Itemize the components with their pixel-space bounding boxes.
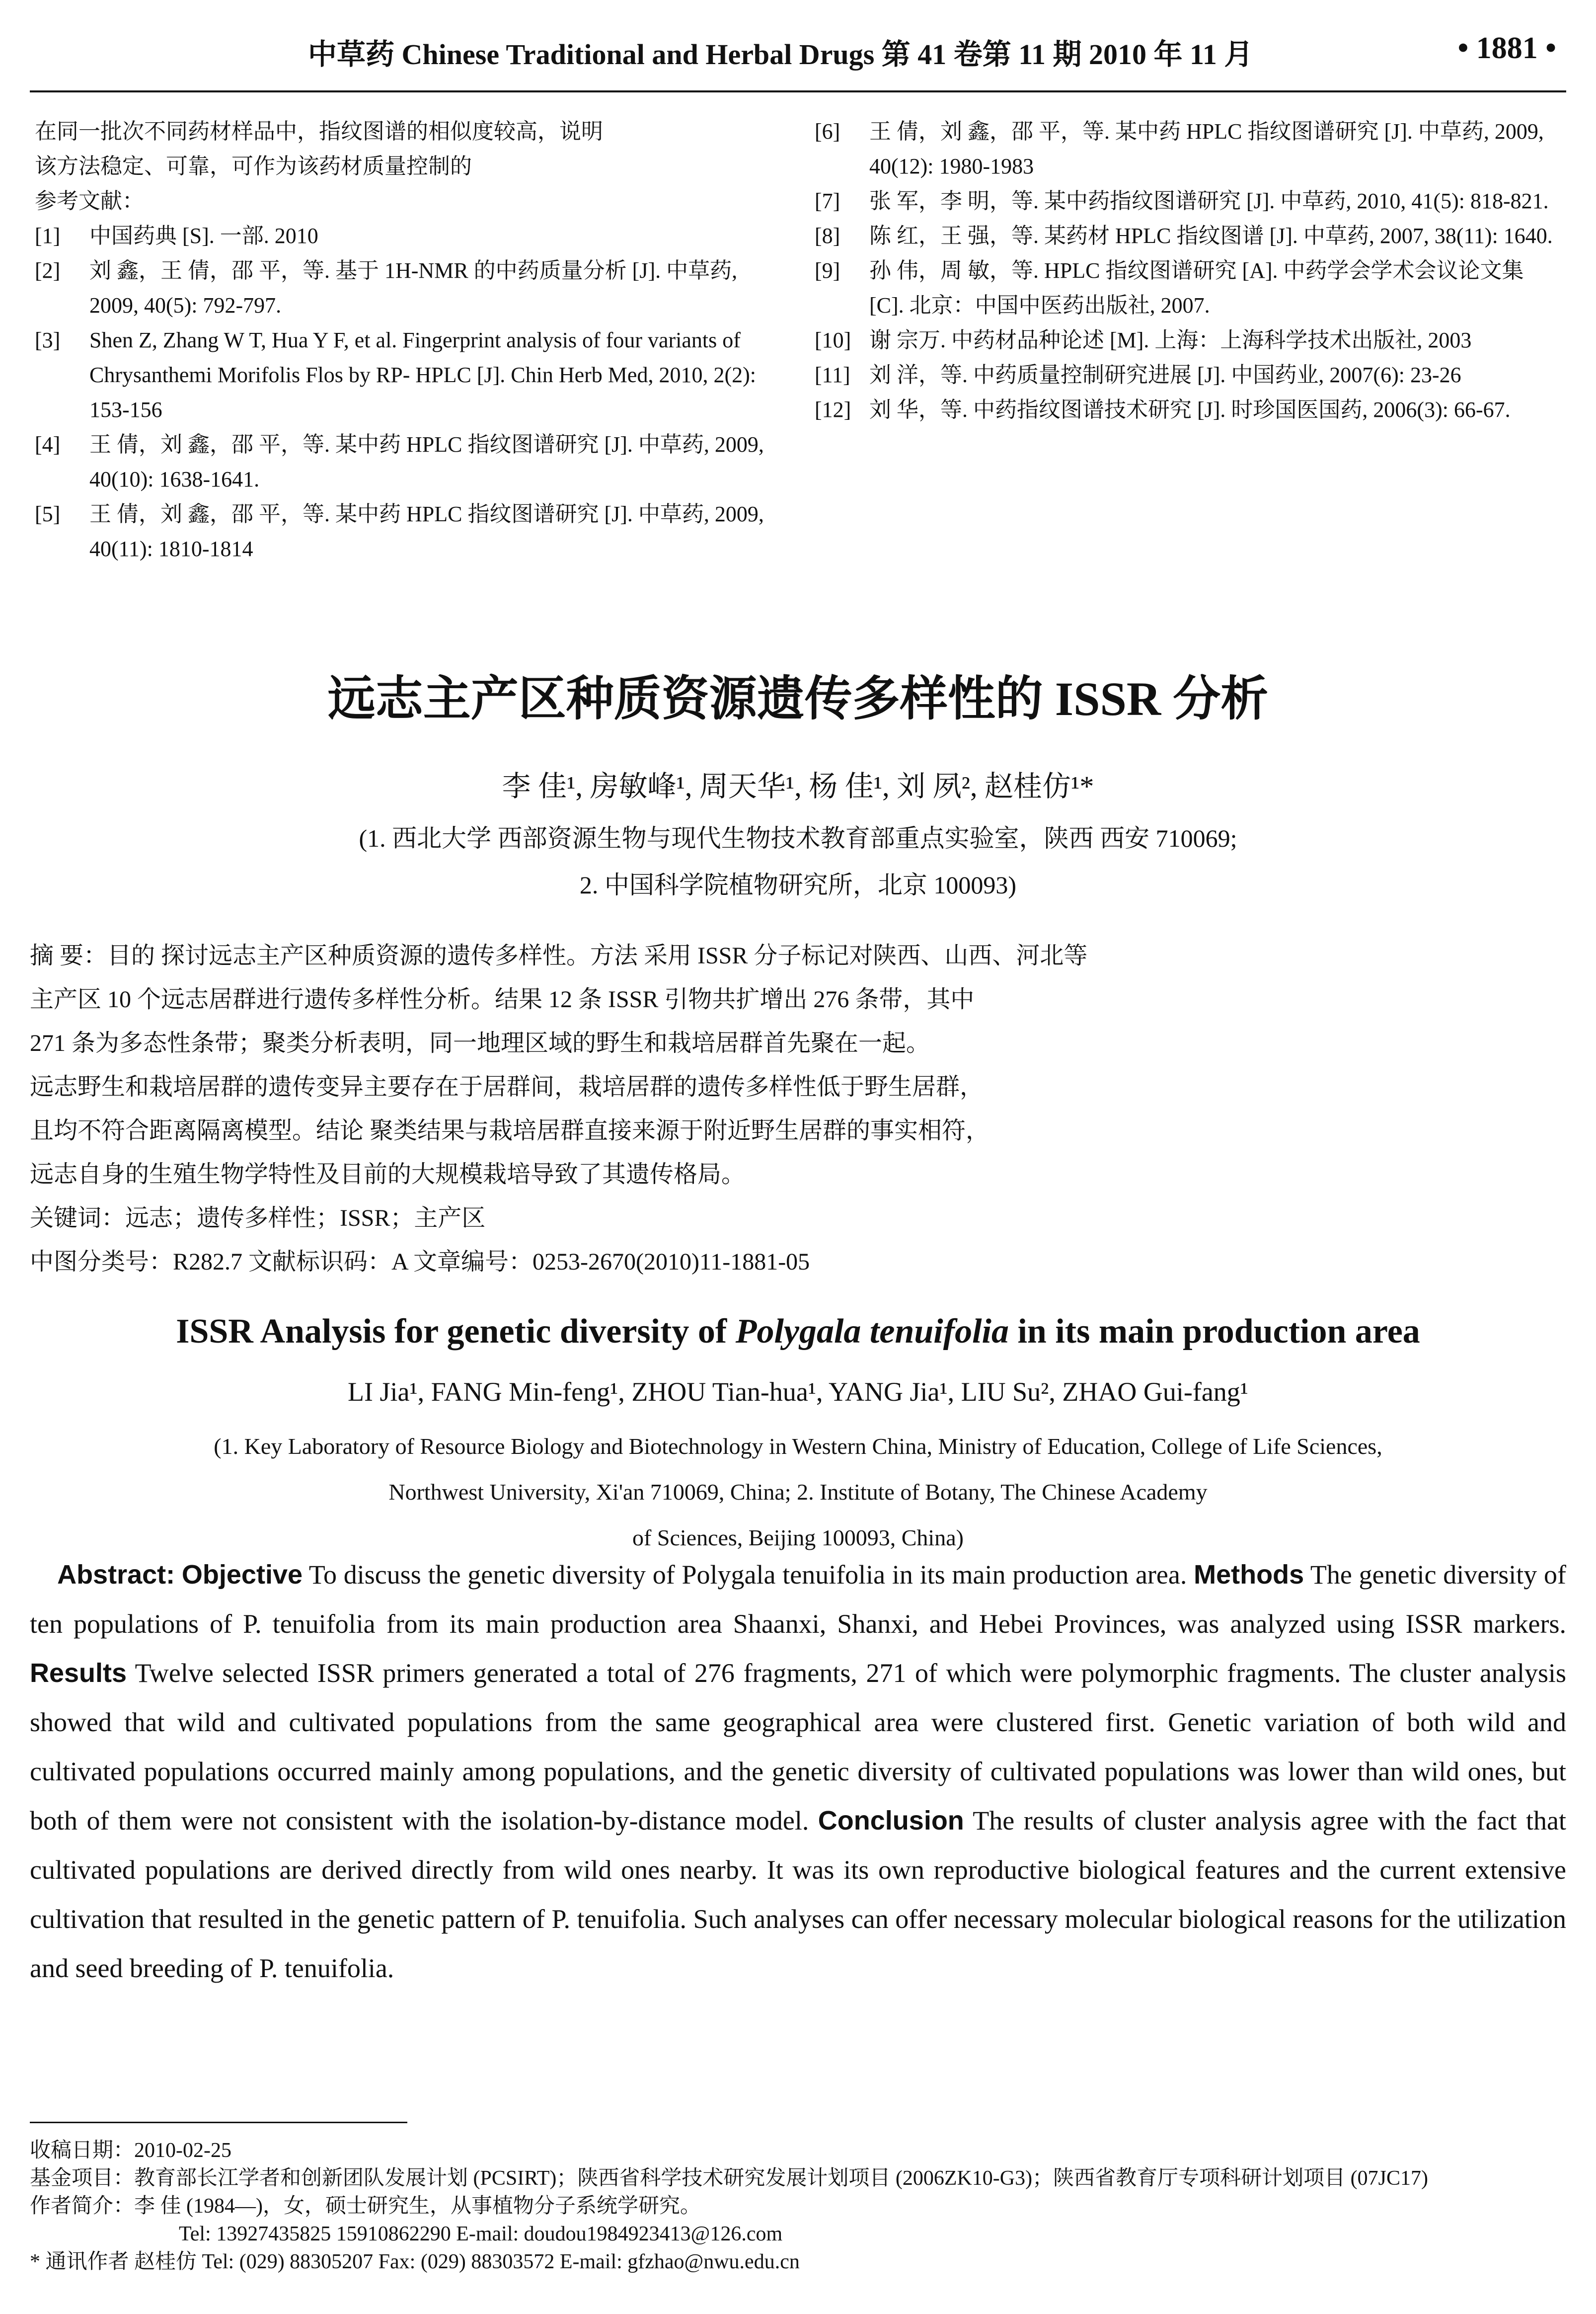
classification-cn: 中图分类号：R282.7 文献标识码：A 文章编号：0253-2670(2010)11-1881-05 xyxy=(30,1249,810,1275)
affiliation-en xyxy=(30,1424,1566,1561)
reference-number: [5] xyxy=(35,502,61,526)
reference-number: [9] xyxy=(815,258,840,283)
objective-label: Objective xyxy=(181,1560,303,1590)
reference-text: 刘 鑫，王 倩，邵 平，等. 基于 1H-NMR 的中药质量分析 [J]. 中草药, 2009, 40(5): 792-797. xyxy=(89,258,738,318)
reference-number: [8] xyxy=(815,224,840,248)
page-number: • 1881 • xyxy=(1457,31,1556,65)
reference-item xyxy=(815,393,1560,427)
results-label: Results xyxy=(30,1658,127,1688)
right-column xyxy=(815,114,1560,427)
results-text: Twelve selected ISSR primers generated a total of 276 fragments, 271 of which were polymorphic fragments. The cluster analysis showed that wild and cultivated populations from the same geographical area were clustered first. Genetic variation of both wild and cultivated populations occurred mainly among populations, and the genetic diversity of cultivated populations was lower than wild ones, but both of them were not consistent with the isolation-by-distance model. xyxy=(30,1658,1566,1835)
reference-number: [11] xyxy=(815,363,850,387)
reference-text: 孙 伟，周 敏，等. HPLC 指纹图谱研究 [A]. 中药学会学术会议论文集 [C]. 北京：中国中医药出版社, 2007. xyxy=(869,258,1524,318)
reference-number: [3] xyxy=(35,328,61,352)
methods-text: The genetic diversity of ten populations of P. tenuifolia from its main production area Shaanxi, Shanxi, and Hebei Provinces, was analyzed using ISSR markers. xyxy=(30,1560,1567,1639)
reference-item xyxy=(35,497,770,566)
title-en-part: in its main production area xyxy=(1008,1312,1420,1351)
running-header xyxy=(30,31,1566,92)
affiliation-en-line: (1. Key Laboratory of Resource Biology and Biotechnology in Western China, Ministry of Education, College of Life Sciences, xyxy=(214,1434,1382,1459)
reference-text: 谢 宗万. 中药材品种论述 [M]. 上海：上海科学技术出版社, 2003 xyxy=(869,328,1472,352)
reference-number: [4] xyxy=(35,432,61,457)
authors-en: LI Jia¹, FANG Min-feng¹, ZHOU Tian-hua¹, YANG Jia¹, LIU Su², ZHAO Gui-fang¹ xyxy=(348,1377,1248,1407)
affiliation-cn xyxy=(0,815,1596,908)
reference-item xyxy=(815,323,1560,358)
reference-text: 刘 洋，等. 中药质量控制研究进展 [J]. 中国药业, 2007(6): 23-26 xyxy=(869,363,1461,387)
abstract-cn-line: 摘 要：目的 探讨远志主产区种质资源的遗传多样性。方法 采用 ISSR 分子标记对陕西、山西、河北等 xyxy=(30,943,1088,969)
reference-text: Shen Z, Zhang W T, Hua Y F, et al. Fingerprint analysis of four variants of Chrysanthemi Morifolis Flos by RP- HPLC [J]. Chin Herb Med, 2010, 2(2): 153-156 xyxy=(89,328,756,422)
reference-item xyxy=(815,253,1560,323)
reference-number: [7] xyxy=(815,189,840,213)
reference-item xyxy=(815,114,1560,184)
article-title-en xyxy=(0,1312,1596,1352)
reference-text: 张 军，李 明，等. 某中药指纹图谱研究 [J]. 中草药, 2010, 41(5): 818-821. xyxy=(869,189,1549,213)
reference-item xyxy=(815,219,1560,253)
reference-number: [1] xyxy=(35,224,61,248)
conclusion-text: The results of cluster analysis agree with the fact that cultivated populations are derived directly from wild ones nearby. It was its own reproductive biological features and the current extensive cultivation that resulted in the genetic pattern of P. tenuifolia. Such analyses can offer necessary molecular biological reasons for the utilization and seed breeding of P. tenuifolia. xyxy=(30,1806,1567,1983)
reference-number: [10] xyxy=(815,328,851,352)
affiliation-en-line: of Sciences, Beijing 100093, China) xyxy=(632,1525,964,1550)
objective-text: To discuss the genetic diversity of Polygala tenuifolia in its main production area. xyxy=(303,1560,1187,1590)
abstract-cn-line: 远志野生和栽培居群的遗传变异主要存在于居群间，栽培居群的遗传多样性低于野生居群， xyxy=(30,1074,984,1100)
reference-item xyxy=(35,219,770,253)
footnote-line: 基金项目：教育部长江学者和创新团队发展计划 (PCSIRT)；陕西省科学技术研究发展计划项目 (2006ZK10-G3)；陕西省教育厅专项科研计划项目 (07JC17) xyxy=(30,2167,1428,2190)
abstract-cn xyxy=(30,934,1566,1284)
abstract-cn-line: 且均不符合距离隔离模型。结论 聚类结果与栽培居群直接来源于附近野生居群的事实相符， xyxy=(30,1117,990,1144)
reference-item xyxy=(815,358,1560,393)
reference-item xyxy=(35,253,770,323)
reference-item xyxy=(35,323,770,427)
footnote-line: * 通讯作者 赵桂仿 Tel: (029) 88305207 Fax: (029) 88303572 E-mail: gfzhao@nwu.edu.cn xyxy=(30,2250,800,2273)
affiliation-en-line: Northwest University, Xi'an 710069, China; 2. Institute of Botany, The Chinese Academy xyxy=(388,1479,1208,1505)
reference-item xyxy=(815,184,1560,219)
reference-number: [12] xyxy=(815,398,851,422)
intro-line: 在同一批次不同药材样品中，指纹图谱的相似度较高，说明 xyxy=(35,119,603,144)
affiliation-cn-line: (1. 西北大学 西部资源生物与现代生物技术教育部重点实验室，陕西 西安 710069; xyxy=(359,824,1237,852)
reference-text: 中国药典 [S]. 一部. 2010 xyxy=(89,224,318,248)
reference-text: 刘 华，等. 中药指纹图谱技术研究 [J]. 时珍国医国药, 2006(3): 66-67. xyxy=(869,398,1511,422)
abstract-cn-line: 271 条为多态性条带；聚类分析表明，同一地理区域的野生和栽培居群首先聚在一起。 xyxy=(30,1030,930,1056)
conclusion-label: Conclusion xyxy=(818,1806,964,1835)
reference-number: [2] xyxy=(35,258,61,283)
intro-line: 该方法稳定、可靠，可作为该药材质量控制的 xyxy=(35,154,472,178)
left-column xyxy=(35,114,770,566)
methods-label: Methods xyxy=(1194,1560,1304,1590)
abstract-cn-line: 主产区 10 个远志居群进行遗传多样性分析。结果 12 条 ISSR 引物共扩增出 276 条带，其中 xyxy=(30,986,975,1013)
journal-name: 中草药 Chinese Traditional and Herbal Drugs 第 41 卷第 11 期 2010 年 11 月 xyxy=(308,38,1253,71)
reference-text: 王 倩，刘 鑫，邵 平，等. 某中药 HPLC 指纹图谱研究 [J]. 中草药, 2009, 40(10): 1638-1641. xyxy=(89,432,764,491)
article-title-cn: 远志主产区种质资源遗传多样性的 ISSR 分析 xyxy=(327,672,1269,725)
title-en-part: ISSR Analysis for genetic diversity of xyxy=(176,1312,736,1351)
abstract-en xyxy=(30,1550,1566,1993)
title-en-species: Polygala tenuifolia xyxy=(735,1312,1009,1351)
reference-item xyxy=(35,427,770,497)
abstract-cn-line: 远志自身的生殖生物学特性及目前的大规模栽培导致了其遗传格局。 xyxy=(30,1161,746,1188)
footnote-line: 收稿日期：2010-02-25 xyxy=(30,2139,231,2162)
authors-cn: 李 佳¹, 房敏峰¹, 周天华¹, 杨 佳¹, 刘 夙², 赵桂仿¹* xyxy=(502,770,1094,802)
reference-number: [6] xyxy=(815,119,840,144)
footnote-line: 作者简介：李 佳 (1984—)，女，硕士研究生，从事植物分子系统学研究。 xyxy=(30,2195,701,2218)
references-heading: 参考文献： xyxy=(35,189,144,213)
keywords-cn: 关键词：远志；遗传多样性；ISSR；主产区 xyxy=(30,1205,486,1231)
reference-text: 王 倩，刘 鑫，邵 平，等. 某中药 HPLC 指纹图谱研究 [J]. 中草药, 2009, 40(12): 1980-1983 xyxy=(869,119,1544,178)
footnote-line: Tel: 13927435825 15910862290 E-mail: doudou1984923413@126.com xyxy=(179,2223,783,2245)
reference-text: 王 倩，刘 鑫，邵 平，等. 某中药 HPLC 指纹图谱研究 [J]. 中草药, 2009, 40(11): 1810-1814 xyxy=(89,502,764,561)
abstract-label: Abstract: xyxy=(57,1560,175,1590)
footnotes xyxy=(30,2137,1566,2276)
footnote-divider xyxy=(30,2122,407,2123)
reference-text: 陈 红，王 强，等. 某药材 HPLC 指纹图谱 [J]. 中草药, 2007, 38(11): 1640. xyxy=(869,224,1553,248)
affiliation-cn-line: 2. 中国科学院植物研究所，北京 100093) xyxy=(579,871,1017,899)
